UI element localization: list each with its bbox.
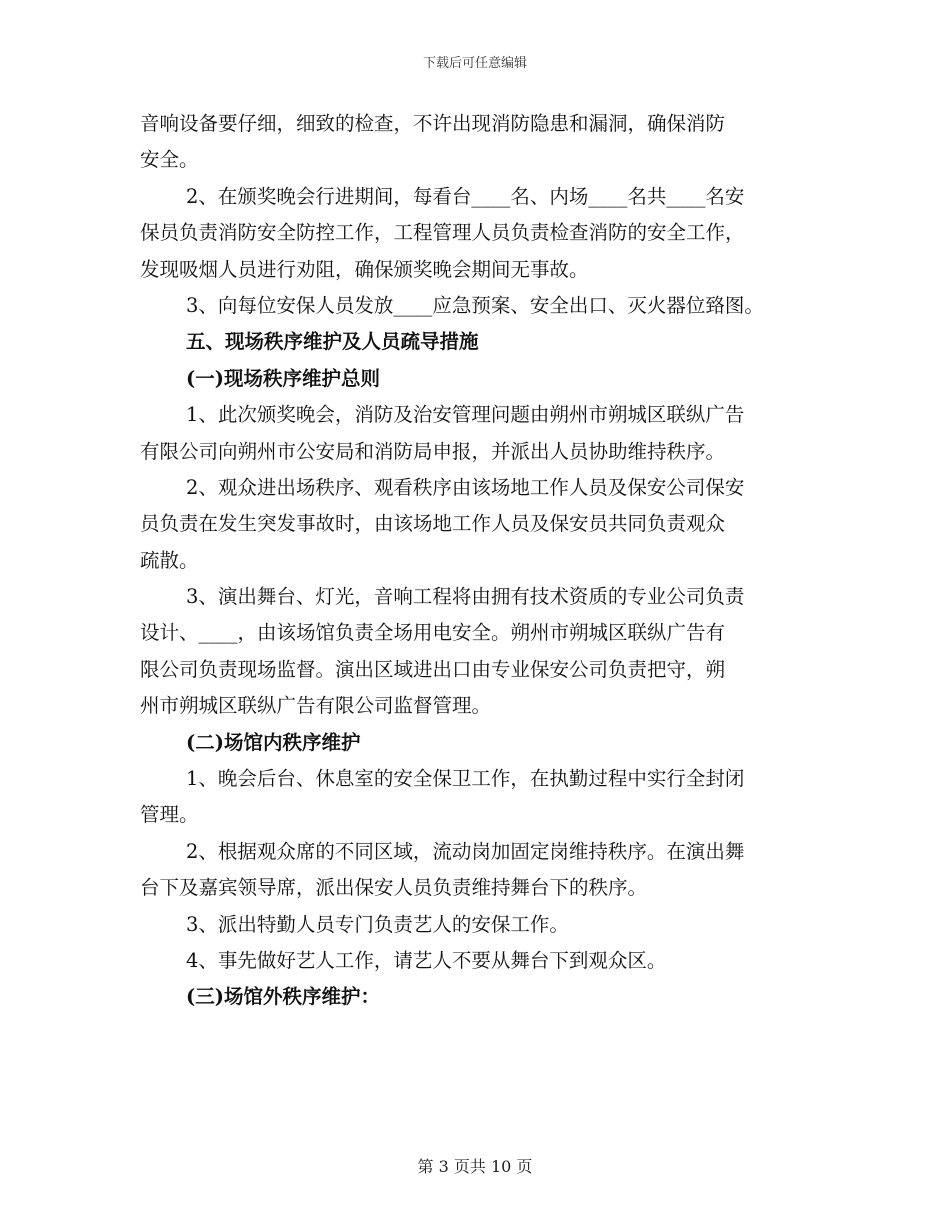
document-body (140, 106, 830, 1016)
section-heading: (二)场馆内秩序维护 (186, 730, 361, 754)
text-line: 疏散。 (140, 548, 199, 572)
text-line: 保员负责消防安全防控工作，工程管理人员负责检查消防的安全工作， (140, 221, 745, 245)
text-line: 2、根据观众席的不同区域，流动岗加固定岗维持秩序。在演出舞 (186, 839, 745, 863)
text-line: 3、向每位安保人员发放____应急预案、安全出口、灭火器位臵图。 (186, 293, 764, 317)
text-line: 音响设备要仔细，细致的检查，不许出现消防隐患和漏洞，确保消防 (140, 112, 726, 135)
text-line: 安全。 (140, 148, 199, 172)
text-line: 4、事先做好艺人工作，请艺人不要从舞台下到观众区。 (186, 948, 667, 972)
text-line: 3、派出特勤人员专门负责艺人的安保工作。 (186, 912, 569, 936)
text-line: 1、晚会后台、休息室的安全保卫工作，在执勤过程中实行全封闭 (186, 767, 745, 791)
section-heading: 五、现场秩序维护及人员疏导措施 (186, 330, 479, 354)
text-line: 有限公司向朔州市公安局和消防局申报，并派出人员协助维持秩序。 (140, 439, 726, 463)
page-footer: 第 3 页共 10 页 (417, 1157, 533, 1176)
section-heading: (一)现场秩序维护总则 (186, 366, 380, 390)
text-line: 台下及嘉宾领导席，派出保安人员负责维持舞台下的秩序。 (140, 876, 648, 900)
text-line: 州市朔城区联纵广告有限公司监督管理。 (140, 694, 492, 718)
text-line: 2、在颁奖晚会行进期间，每看台____名、内场____名共____名安 (186, 184, 745, 208)
text-line: 3、演出舞台、灯光，音响工程将由拥有技术资质的专业公司负责 (186, 585, 745, 609)
text-line: 设计、____，由该场馆负责全场用电安全。朔州市朔城区联纵广告有 (140, 621, 726, 645)
section-heading: (三)场馆外秩序维护： (186, 985, 380, 1009)
text-line: 1、此次颁奖晚会，消防及治安管理问题由朔州市朔城区联纵广告 (186, 403, 745, 427)
page-header: 下载后可任意编辑 (422, 56, 527, 71)
text-line: 2、观众进出场秩序、观看秩序由该场地工作人员及保安公司保安 (186, 475, 745, 499)
text-line: 管理。 (140, 803, 199, 827)
text-line: 限公司负责现场监督。演出区域进出口由专业保安公司负责把守，朔 (140, 657, 726, 681)
text-line: 发现吸烟人员进行劝阻，确保颁奖晚会期间无事故。 (140, 257, 589, 281)
text-line: 员负责在发生突发事故时，由该场地工作人员及保安员共同负责观众 (140, 512, 726, 536)
